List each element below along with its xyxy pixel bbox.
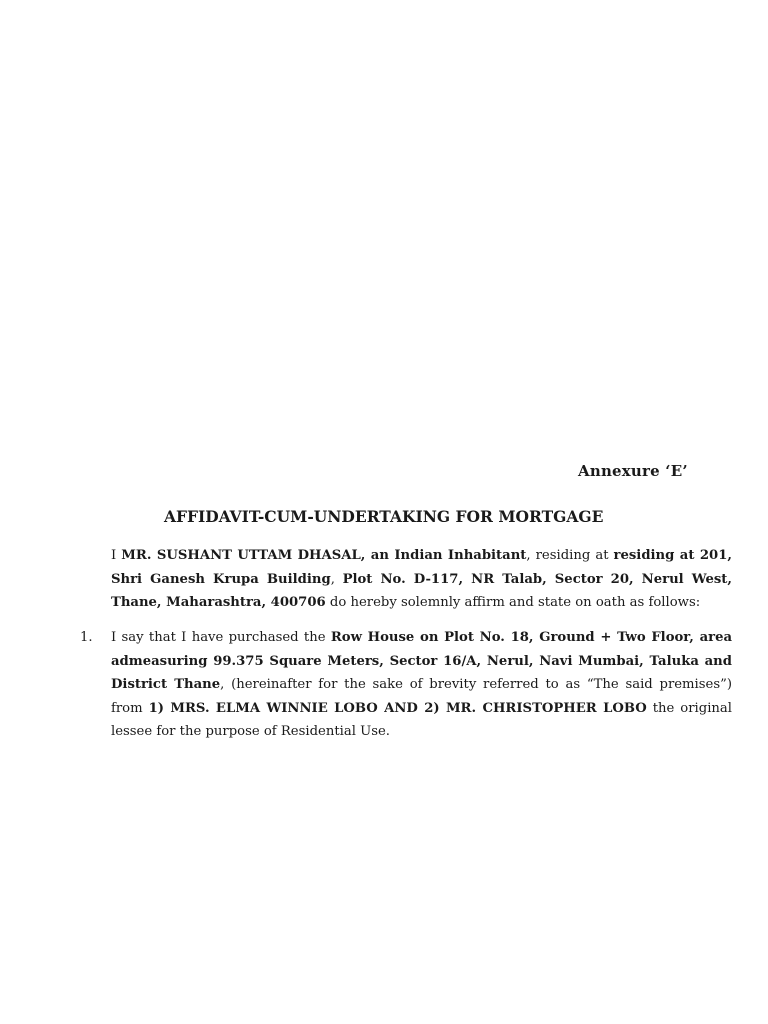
document-title: AFFIDAVIT-CUM-UNDERTAKING FOR MORTGAGE — [164, 507, 604, 526]
residence-address-2: Plot No. D-117, NR Talab, Sector 20, Nerul West, Thane, Maharashtra, 400706 — [111, 571, 732, 611]
item-number-1: 1. — [80, 630, 93, 645]
residence-address-1: residing at 201, Shri Ganesh Krupa Building — [111, 548, 732, 587]
property-description: Row House on Plot No. 18, Ground + Two Floor, area admeasuring 99.375 Square Meters, Sector 16/A, Nerul, Navi Mumbai, Taluka and District Thane — [111, 630, 733, 693]
intro-text-4: do hereby solemnly affirm and state on oath as follows: — [325, 595, 701, 611]
intro-text-1: I — [111, 548, 122, 563]
deponent-name: MR. SUSHANT UTTAM DHASAL, an Indian Inhabitant — [121, 548, 527, 563]
intro-paragraph — [111, 544, 732, 615]
annexure-label: Annexure ‘E’ — [578, 462, 688, 480]
intro-text-3: , — [330, 571, 343, 587]
intro-text-2: , residing at — [526, 548, 614, 563]
sellers-names: 1) MRS. ELMA WINNIE LOBO AND 2) MR. CHRISTOPHER LOBO — [148, 700, 647, 716]
item-1-text-1: I say that I have purchased the — [111, 630, 331, 645]
item-1-text-3: the original lessee for the purpose of Residential Use. — [111, 700, 732, 740]
item-1-text-2: , (hereinafter for the sake of brevity referred to as “The said premises”) from — [111, 677, 733, 716]
item-1-paragraph — [111, 626, 732, 744]
